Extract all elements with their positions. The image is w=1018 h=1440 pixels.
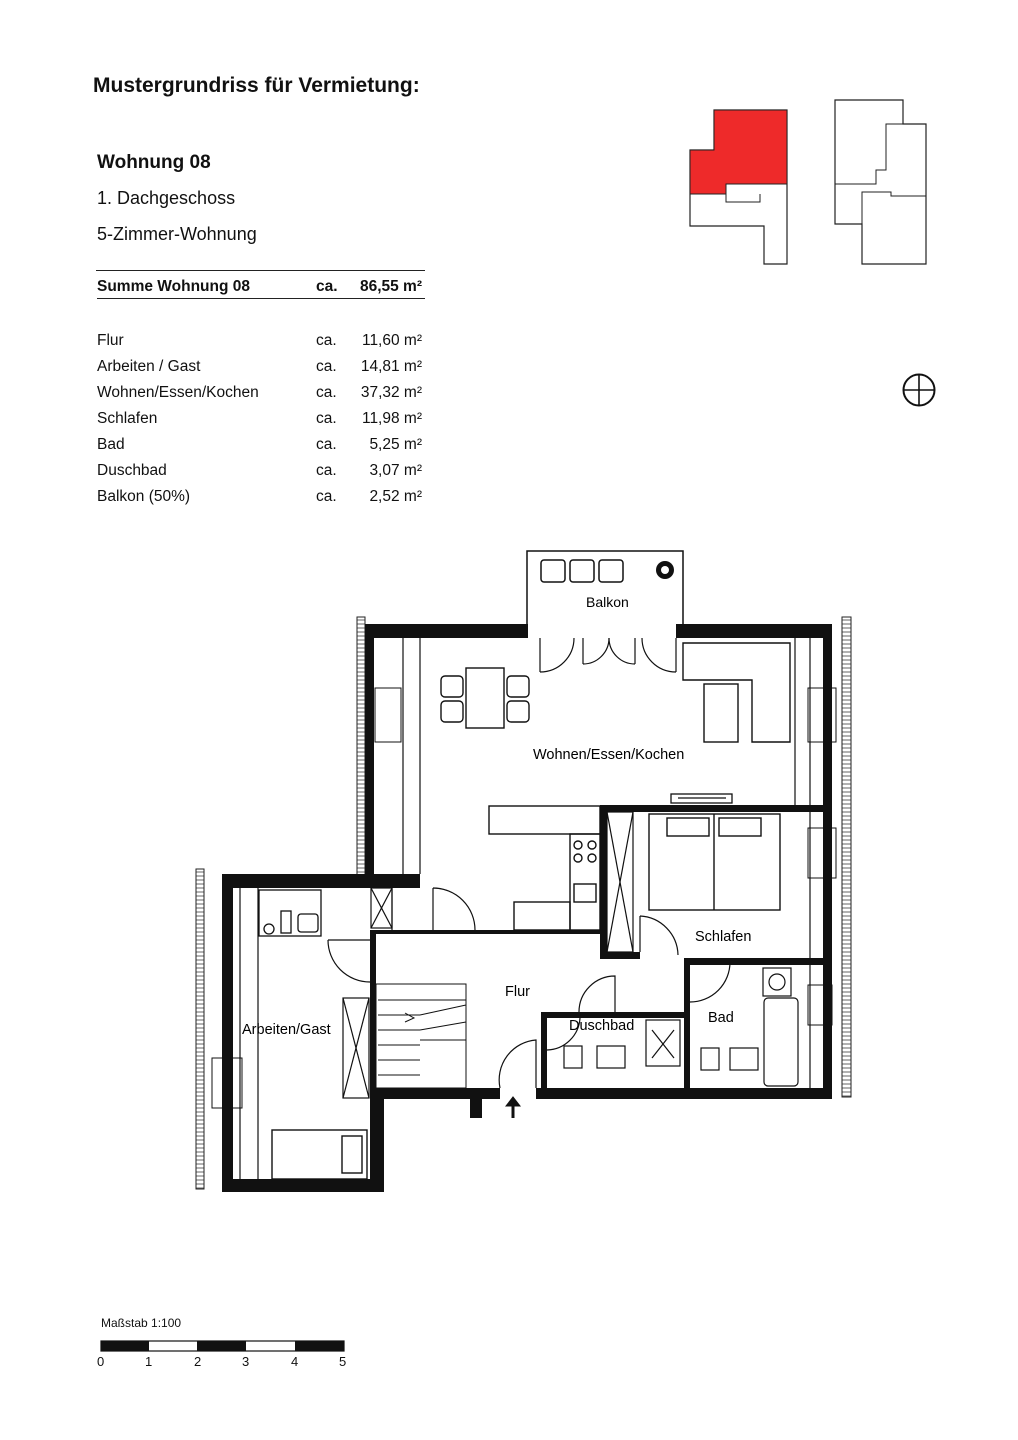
scale-tick: 2: [194, 1354, 202, 1369]
dining-table: [441, 668, 529, 728]
scale-label: Maßstab 1:100: [101, 1316, 182, 1330]
unit-name: Wohnung 08: [97, 152, 211, 173]
stairs: [376, 984, 466, 1088]
unit-floor: 1. Dachgeschoss: [97, 188, 236, 208]
room-area: 5,25 m²: [369, 436, 422, 453]
room-name: Bad: [97, 436, 125, 453]
scale-tick: 0: [97, 1354, 105, 1369]
room-area: 11,60 m²: [361, 332, 422, 349]
room-name: Duschbad: [97, 462, 167, 479]
room-ca: ca.: [316, 488, 337, 505]
roof-slope-hatching: [196, 617, 851, 1189]
kitchen: [489, 806, 600, 930]
single-bed: [272, 1130, 367, 1179]
scale-tick: 3: [242, 1354, 250, 1369]
desk: [259, 890, 321, 936]
room-ca: ca.: [316, 436, 337, 453]
balcony: [527, 551, 683, 625]
room-ca: ca.: [316, 410, 337, 427]
label-arbeiten: Arbeiten/Gast: [242, 1022, 331, 1038]
summary-ca: ca.: [316, 278, 338, 295]
scale-tick: 1: [145, 1354, 153, 1369]
room-name: Flur: [97, 332, 124, 349]
room-area: 11,98 m²: [361, 410, 422, 427]
entrance-arrow-icon: [506, 1097, 520, 1118]
scale-tick: 4: [291, 1354, 299, 1369]
summary-label: Summe Wohnung 08: [97, 278, 251, 295]
shelf: [343, 888, 392, 1098]
balcony-doors: [540, 638, 676, 672]
room-area: 3,07 m²: [369, 462, 422, 479]
bad-fixtures: [701, 968, 798, 1086]
label-duschbad: Duschbad: [569, 1018, 635, 1034]
room-area: 2,52 m²: [369, 488, 422, 505]
window-frames: [212, 688, 836, 1108]
room-name: Schlafen: [97, 410, 158, 427]
double-bed: [649, 814, 780, 910]
page-title: Mustergrundriss für Vermietung:: [93, 74, 420, 97]
room-ca: ca.: [316, 384, 337, 401]
plant-icon: [656, 561, 674, 579]
tv-icon: [671, 794, 732, 803]
room-area: 14,81 m²: [360, 358, 422, 375]
scale-tick: 5: [339, 1354, 347, 1369]
room-name: Balkon (50%): [97, 488, 191, 505]
room-ca: ca.: [316, 462, 337, 479]
scale-bar: [99, 1339, 349, 1355]
hatch-lines: [196, 620, 851, 1188]
label-flur: Flur: [505, 984, 530, 1000]
label-bad: Bad: [708, 1010, 734, 1026]
room-ca: ca.: [316, 358, 337, 375]
wardrobe: [607, 812, 633, 952]
sofa: [683, 643, 790, 742]
walls: [222, 624, 832, 1192]
label-balkon: Balkon: [586, 594, 629, 610]
room-name: Wohnen/Essen/Kochen: [97, 384, 259, 401]
room-name: Arbeiten / Gast: [97, 358, 201, 375]
room-area: 37,32 m²: [360, 384, 422, 401]
summary-area: 86,55 m²: [359, 278, 422, 295]
label-wohnen: Wohnen/Essen/Kochen: [533, 747, 685, 763]
room-ca: ca.: [316, 332, 337, 349]
unit-type: 5-Zimmer-Wohnung: [97, 224, 257, 244]
label-schlafen: Schlafen: [695, 929, 752, 945]
